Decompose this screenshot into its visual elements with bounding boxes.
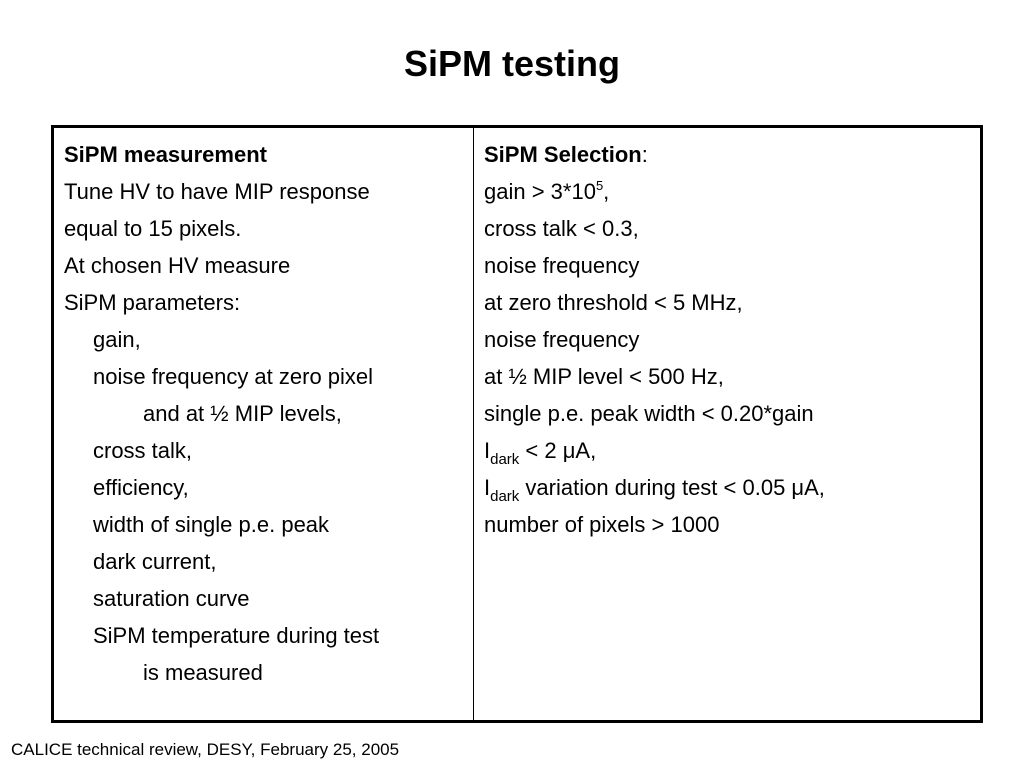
- parameter-item: saturation curve: [93, 586, 250, 611]
- gain-criterion-text: gain > 3*10: [484, 179, 596, 204]
- selection-column: [474, 128, 980, 720]
- selection-heading-colon: :: [641, 142, 648, 167]
- parameter-item-continuation: and at ½ MIP levels,: [143, 401, 342, 426]
- idark-criterion: [484, 432, 970, 469]
- idark-letter: I: [484, 475, 491, 500]
- content-table: [51, 125, 983, 723]
- selection-criterion: noise frequency: [484, 327, 640, 352]
- parameter-item: cross talk,: [93, 438, 193, 463]
- parameter-item: noise frequency at zero pixel: [93, 364, 374, 389]
- idark-subscript: dark: [490, 488, 520, 505]
- slide-footer: CALICE technical review, DESY, February 25, 2005: [11, 740, 400, 759]
- idark-subscript: dark: [490, 451, 520, 468]
- parameter-item: efficiency,: [93, 475, 189, 500]
- selection-heading: SiPM Selection: [484, 142, 642, 167]
- selection-criterion: single p.e. peak width < 0.20*gain: [484, 401, 814, 426]
- selection-criterion: at zero threshold < 5 MHz,: [484, 290, 743, 315]
- parameter-item: SiPM temperature during test: [93, 623, 380, 648]
- slide-title: SiPM testing: [403, 43, 621, 84]
- measurement-line: equal to 15 pixels.: [64, 216, 242, 241]
- gain-criterion-suffix: ,: [603, 179, 610, 204]
- selection-criterion: at ½ MIP level < 500 Hz,: [484, 364, 724, 389]
- measurement-column: [54, 128, 474, 720]
- idark-variation-criterion: [484, 469, 970, 506]
- selection-heading-line: [484, 136, 970, 173]
- idark-criterion-text: < 2 μA,: [519, 438, 597, 463]
- parameter-item: gain,: [93, 327, 141, 352]
- gain-criterion: [484, 173, 970, 210]
- parameter-item: dark current,: [93, 549, 217, 574]
- selection-criterion: noise frequency: [484, 253, 640, 278]
- parameter-item-continuation: is measured: [143, 660, 263, 685]
- idark-letter: I: [484, 438, 491, 463]
- selection-criterion: cross talk < 0.3,: [484, 216, 639, 241]
- selection-criterion: number of pixels > 1000: [484, 512, 720, 537]
- measurement-line: At chosen HV measure: [64, 253, 291, 278]
- idark-variation-text: variation during test < 0.05 μA,: [519, 475, 825, 500]
- parameter-item: width of single p.e. peak: [93, 512, 330, 537]
- measurement-line: SiPM parameters:: [64, 290, 241, 315]
- measurement-heading: SiPM measurement: [64, 142, 267, 167]
- measurement-line: Tune HV to have MIP response: [64, 179, 370, 204]
- gain-exponent: 5: [595, 178, 604, 193]
